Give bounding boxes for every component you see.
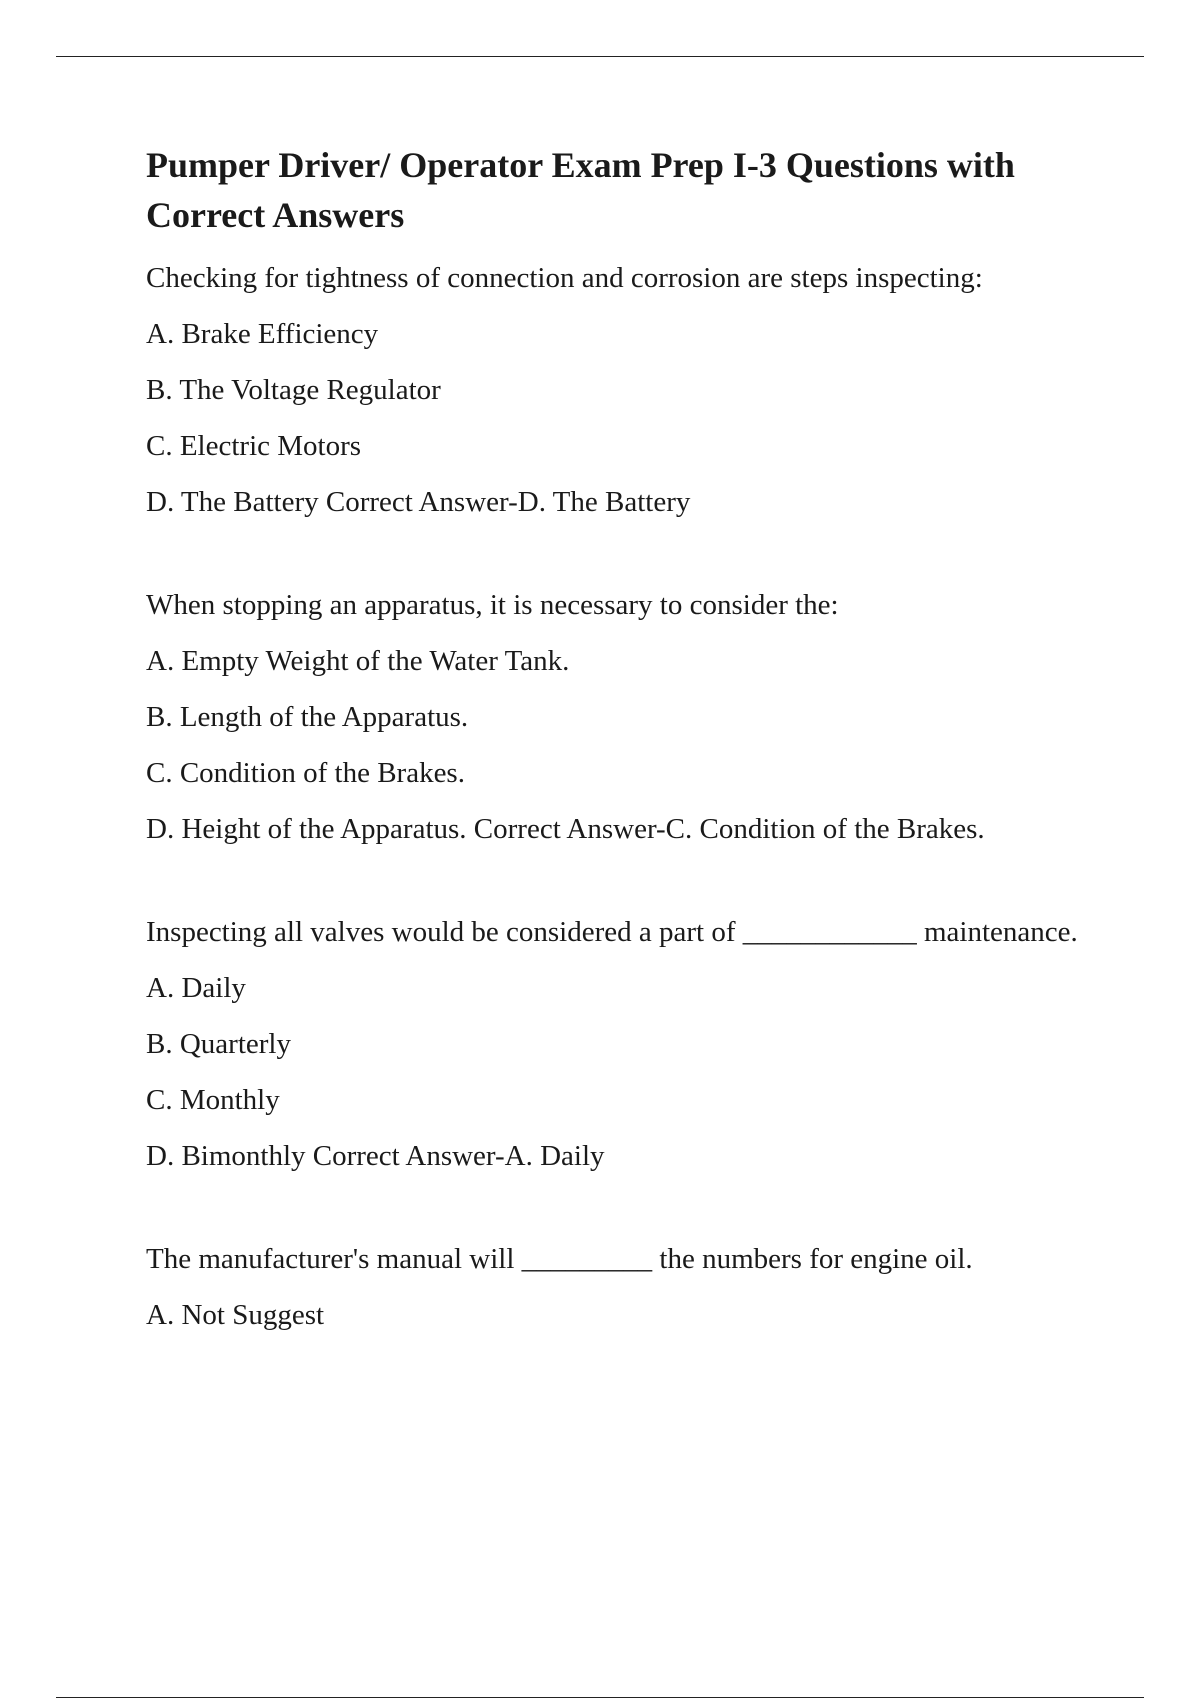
question-block [146, 912, 1096, 1176]
answer-option: D. The Battery Correct Answer-D. The Battery [146, 486, 691, 518]
answer-option: A. Empty Weight of the Water Tank. [146, 645, 570, 677]
question-block [146, 258, 1096, 522]
answer-option: B. The Voltage Regulator [146, 374, 441, 406]
answer-option: D. Height of the Apparatus. Correct Answer-C. Condition of the Brakes. [146, 813, 985, 845]
question-block [146, 1239, 1096, 1335]
document-body [146, 140, 1096, 1398]
answer-option: C. Monthly [146, 1084, 280, 1116]
question-text: Checking for tightness of connection and corrosion are steps inspecting: [146, 262, 983, 294]
answer-option: C. Electric Motors [146, 430, 362, 462]
answer-option: A. Not Suggest [146, 1299, 325, 1331]
question-text: Inspecting all valves would be considered a part of ____________ maintenance. [146, 916, 1078, 948]
answer-option: B. Quarterly [146, 1028, 291, 1060]
bottom-rule [56, 1697, 1144, 1698]
answer-option: A. Daily [146, 972, 246, 1004]
document-title: Pumper Driver/ Operator Exam Prep I-3 Questions with Correct Answers [146, 145, 1015, 235]
answer-option: D. Bimonthly Correct Answer-A. Daily [146, 1140, 605, 1172]
question-block [146, 585, 1096, 849]
answer-option: A. Brake Efficiency [146, 318, 379, 350]
answer-option: B. Length of the Apparatus. [146, 701, 469, 733]
question-text: The manufacturer's manual will _________ the numbers for engine oil. [146, 1243, 973, 1275]
top-rule [56, 56, 1144, 57]
question-text: When stopping an apparatus, it is necessary to consider the: [146, 589, 839, 621]
answer-option: C. Condition of the Brakes. [146, 757, 465, 789]
